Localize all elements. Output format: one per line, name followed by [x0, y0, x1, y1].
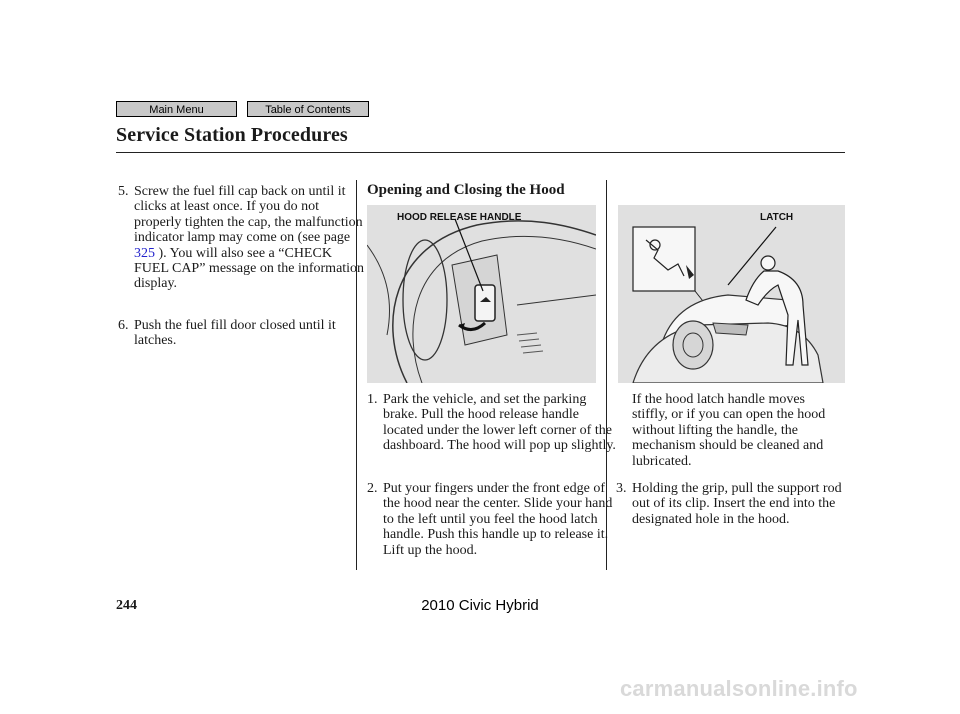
latch-illustration — [618, 205, 845, 383]
hood-release-illustration — [367, 205, 596, 383]
watermark: carmanualsonline.info — [620, 676, 858, 701]
latch-drawing — [618, 205, 845, 383]
subheading: Opening and Closing the Hood — [367, 182, 565, 198]
step-2 — [367, 481, 618, 558]
step-text: Put your fingers under the front edge of the hood near the center. Slide your hand to the left until you feel the hood latch handle. Push this handle up to release it. Lift up the hood. — [383, 481, 613, 558]
hood-release-drawing — [367, 205, 596, 383]
table-of-contents-button[interactable]: Table of Contents — [247, 101, 369, 117]
step-6 — [118, 318, 366, 349]
step-1 — [367, 392, 618, 454]
latch-maintenance-note: If the hood latch handle moves stiffly, or if you can open the hood without lifting the handle, the mechanism should be cleaned and lubricated. — [632, 392, 826, 469]
footer-model-name: 2010 Civic Hybrid — [421, 597, 539, 614]
page-number: 244 — [116, 598, 137, 613]
section-title: Service Station Procedures — [116, 124, 348, 146]
hood-release-handle-label: HOOD RELEASE HANDLE — [397, 212, 522, 223]
step-number: 3. — [616, 481, 627, 496]
page-link[interactable]: 325 — [134, 245, 155, 261]
step-text: ). You will also see a “CHECK FUEL CAP” message on the information display. — [134, 245, 365, 292]
step-text: Park the vehicle, and set the parking brake. Pull the hood release handle located under the lower left corner of the dashboard. The hood will pop up slightly. — [383, 392, 616, 454]
step-5 — [118, 184, 366, 292]
step-text: Holding the grip, pull the support rod out of its clip. Insert the end into the designated hole in the hood. — [632, 481, 842, 527]
step-3 — [616, 481, 858, 527]
step-text: Screw the fuel fill cap back on until it clicks at least once. If you do not properly tighten the cap, the malfunction indicator lamp may come on (see page — [134, 184, 363, 246]
latch-label: LATCH — [760, 212, 794, 223]
title-divider — [116, 152, 845, 153]
step-number: 1. — [367, 392, 378, 407]
step-number: 5. — [118, 184, 129, 199]
step-text: Push the fuel fill door closed until it latches. — [134, 318, 336, 349]
step-number: 2. — [367, 481, 378, 496]
step-number: 6. — [118, 318, 129, 333]
main-menu-button[interactable]: Main Menu — [116, 101, 237, 117]
